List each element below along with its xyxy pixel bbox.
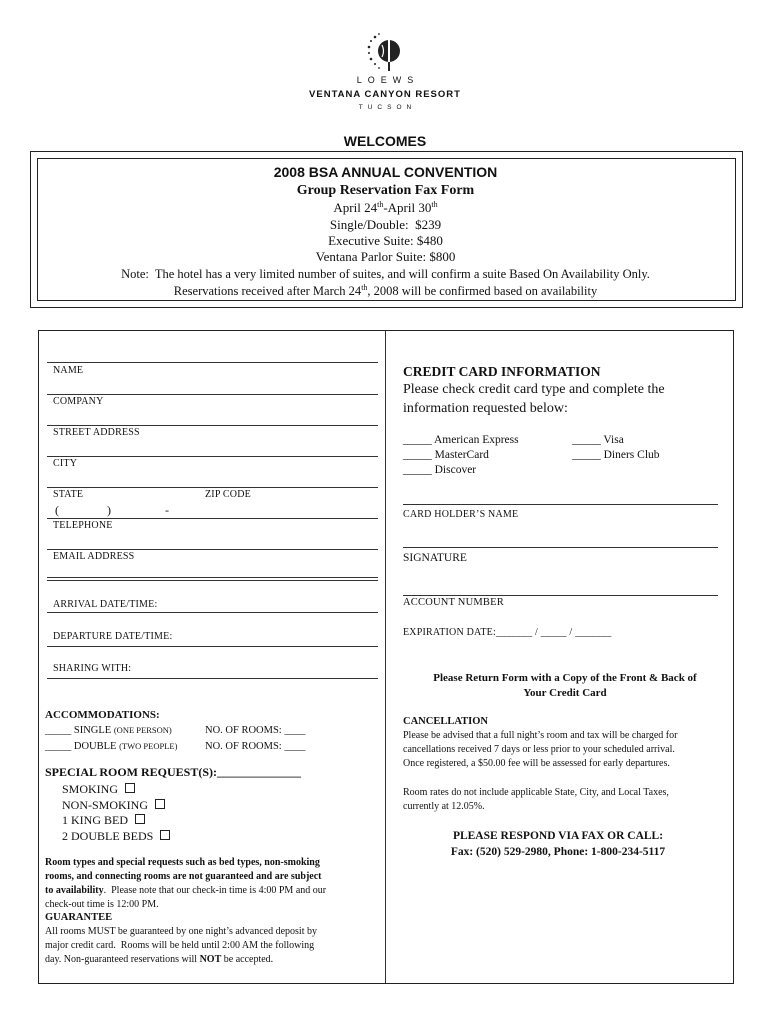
- suite-availability-note: Note: The hotel has a very limited number of suites, and will confirm a suite Based On Availability Only.: [121, 267, 650, 281]
- smoking-option: SMOKING: [62, 782, 135, 796]
- room-note-line: Room types and special requests such as bed types, non-smoking: [45, 857, 320, 868]
- cancellation-line: cancellations received 7 days or less prior to your scheduled arrival.: [403, 744, 675, 755]
- smoking-checkbox[interactable]: [125, 783, 135, 793]
- zip-code-label: ZIP CODE: [205, 489, 251, 500]
- company-field-line[interactable]: [47, 394, 378, 395]
- rate-single-double: Single/Double: $239: [329, 217, 442, 232]
- contact-heading: PLEASE RESPOND VIA FAX OR CALL:: [452, 830, 664, 842]
- sharing-with-label: SHARING WITH:: [53, 663, 132, 674]
- arrival-date-field-line[interactable]: [47, 612, 378, 613]
- email-field-line[interactable]: [47, 549, 378, 550]
- single-room-option[interactable]: _____ SINGLE (ONE PERSON): [45, 725, 172, 736]
- telephone-field-line[interactable]: [47, 518, 378, 519]
- room-note-line: check-out time is 12:00 PM.: [45, 899, 159, 910]
- cancellation-heading: CANCELLATION: [403, 716, 488, 727]
- king-bed-checkbox[interactable]: [135, 814, 145, 824]
- guarantee-line: All rooms MUST be guaranteed by one night’s advanced deposit by: [45, 926, 317, 937]
- area-code-open-paren: (: [55, 503, 59, 517]
- contact-fax-phone: Fax: (520) 529-2980, Phone: 1-800-234-5117: [450, 846, 666, 858]
- guarantee-heading: GUARANTEE: [45, 912, 113, 923]
- rate-executive-suite: Executive Suite: $480: [328, 233, 443, 248]
- card-holder-name-field-line[interactable]: [403, 504, 718, 505]
- non-smoking-checkbox[interactable]: [155, 799, 165, 809]
- logo-city-text: TUCSON: [358, 104, 417, 111]
- section-divider-line: [47, 580, 378, 581]
- street-address-label: STREET ADDRESS: [53, 427, 140, 438]
- room-note-line: rooms, and connecting rooms are not guaranteed and are subject: [45, 871, 322, 882]
- reservation-deadline: Reservations received after March 24th, 2008 will be confirmed based on availability: [173, 283, 598, 298]
- double-room-count[interactable]: NO. OF ROOMS: ____: [205, 741, 306, 752]
- non-smoking-option: NON-SMOKING: [62, 798, 165, 812]
- city-label: CITY: [53, 458, 78, 469]
- tax-note-line: Room rates do not include applicable State, City, and Local Taxes,: [403, 787, 669, 798]
- email-address-label: EMAIL ADDRESS: [53, 551, 135, 562]
- king-bed-option: 1 KING BED: [62, 813, 145, 827]
- rate-parlor-suite: Ventana Parlor Suite: $800: [315, 249, 456, 264]
- cancellation-line: Please be advised that a full night’s room and tax will be charged for: [403, 730, 678, 741]
- guarantee-line: day. Non-guaranteed reservations will NOT be accepted.: [45, 954, 274, 965]
- phone-dash: -: [165, 503, 169, 517]
- logo-resort-text: VENTANA CANYON RESORT: [309, 89, 461, 100]
- special-requests-heading: SPECIAL ROOM REQUEST(S):______________: [45, 765, 302, 779]
- accommodations-heading: ACCOMMODATIONS:: [45, 709, 160, 721]
- name-field-line[interactable]: [47, 362, 378, 363]
- card-type-visa[interactable]: _____ Visa: [572, 434, 624, 446]
- room-note-line: to availability. Please note that our check-in time is 4:00 PM and our: [45, 885, 327, 896]
- account-number-label: ACCOUNT NUMBER: [403, 597, 504, 608]
- city-field-line[interactable]: [47, 456, 378, 457]
- departure-date-label: DEPARTURE DATE/TIME:: [53, 631, 173, 642]
- credit-card-instructions: Please check credit card type and complete the: [403, 382, 665, 397]
- single-room-count[interactable]: NO. OF ROOMS: ____: [205, 725, 306, 736]
- double-beds-option: 2 DOUBLE BEDS: [62, 829, 170, 843]
- column-divider: [385, 331, 386, 983]
- signature-field-line[interactable]: [403, 547, 718, 548]
- expiration-date-field[interactable]: EXPIRATION DATE:_______ / _____ / _______: [403, 627, 612, 638]
- account-number-field-line[interactable]: [403, 595, 718, 596]
- state-zip-field-line[interactable]: [47, 487, 378, 488]
- street-address-field-line[interactable]: [47, 425, 378, 426]
- credit-card-heading: CREDIT CARD INFORMATION: [403, 364, 601, 379]
- logo-brand-text: LOEWS: [356, 75, 420, 85]
- tax-note-line: currently at 12.05%.: [403, 801, 485, 812]
- event-dates: April 24th-April 30th: [333, 200, 438, 215]
- credit-card-instructions: information requested below:: [403, 401, 568, 416]
- loews-logo-emblem: [365, 31, 405, 73]
- telephone-label: TELEPHONE: [53, 520, 113, 531]
- card-type-diners-club[interactable]: _____ Diners Club: [572, 449, 660, 461]
- cancellation-line: Once registered, a $50.00 fee will be assessed for early departures.: [403, 758, 670, 769]
- event-title: 2008 BSA ANNUAL CONVENTION: [273, 164, 498, 180]
- return-form-note: Your Credit Card: [523, 687, 607, 699]
- card-type-american-express[interactable]: _____ American Express: [403, 434, 519, 446]
- guarantee-line: major credit card. Rooms will be held until 2:00 AM the following: [45, 940, 315, 951]
- form-title: Group Reservation Fax Form: [296, 183, 475, 198]
- double-beds-checkbox[interactable]: [160, 830, 170, 840]
- section-divider-line: [47, 577, 378, 578]
- card-type-mastercard[interactable]: _____ MasterCard: [403, 449, 489, 461]
- state-label: STATE: [53, 489, 84, 500]
- area-code-close-paren: ): [107, 503, 111, 517]
- double-room-option[interactable]: _____ DOUBLE (TWO PEOPLE): [45, 741, 178, 752]
- arrival-date-label: ARRIVAL DATE/TIME:: [53, 599, 158, 610]
- card-type-discover[interactable]: _____ Discover: [403, 464, 477, 476]
- return-form-note: Please Return Form with a Copy of the Front & Back of: [433, 672, 697, 684]
- name-label: NAME: [53, 365, 84, 376]
- welcome-heading: WELCOMES: [343, 133, 427, 149]
- company-label: COMPANY: [53, 396, 104, 407]
- card-holder-name-label: CARD HOLDER’S NAME: [403, 509, 519, 520]
- departure-date-field-line[interactable]: [47, 646, 378, 647]
- sharing-with-field-line[interactable]: [47, 678, 378, 679]
- signature-label: SIGNATURE: [403, 552, 467, 564]
